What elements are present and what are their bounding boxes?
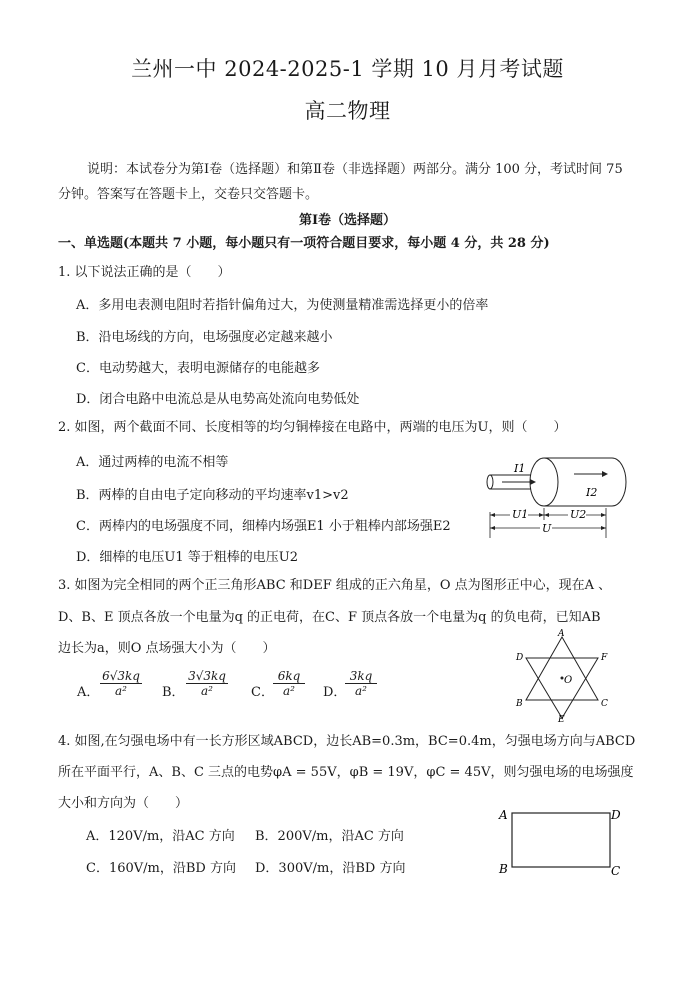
q1-stem: 1. 以下说法正确的是（ ）	[58, 265, 231, 280]
q4-option-d[interactable]: D．300V/m，沿BD 方向	[255, 861, 406, 876]
q2-fig-i1: I1	[514, 462, 526, 475]
q4-fig-d: D	[611, 808, 621, 822]
q3-option-a-den: a²	[115, 684, 127, 698]
q3-line-3: 边长为a，则O 点场强大小为（ ）	[58, 641, 276, 656]
q3-option-b-label[interactable]: B．	[162, 685, 185, 700]
q4-option-a[interactable]: A．120V/m，沿AC 方向	[86, 829, 235, 844]
instructions-line-2: 分钟。答案写在答题卡上，交卷只交答题卡。	[58, 187, 319, 202]
q3-fig-a: A	[558, 629, 565, 639]
q4-line-2: 所在平面平行，A、B、C 三点的电势φA = 55V，φB = 19V，φC = 45V，则匀强电场的电场强度	[58, 765, 634, 780]
q3-option-b-num: 3√3kq	[186, 669, 228, 684]
q1-option-c[interactable]: C．电动势越大，表明电源储存的电能越多	[76, 361, 320, 376]
q3-option-b-den: a²	[201, 684, 213, 698]
q3-option-c-fraction[interactable]	[273, 669, 305, 698]
q3-option-a-fraction[interactable]	[100, 669, 142, 698]
q1-option-b[interactable]: B．沿电场线的方向，电场强度必定越来越小	[76, 330, 333, 345]
q2-option-d[interactable]: D．细棒的电压U1 等于粗棒的电压U2	[76, 550, 299, 565]
q2-option-b[interactable]: B．两棒的自由电子定向移动的平均速率v1>v2	[76, 488, 349, 503]
q4-fig-b: B	[499, 862, 508, 876]
instructions-line-1: 说明：本试卷分为第Ⅰ卷（选择题）和第Ⅱ卷（非选择题）两部分。满分 100 分，考试时间 75	[87, 162, 623, 177]
q3-hexagram-figure	[512, 628, 612, 722]
q3-option-d-fraction[interactable]	[345, 669, 377, 698]
q3-fig-d: D	[516, 653, 524, 663]
q3-option-a-num: 6√3kq	[100, 669, 142, 684]
q4-fig-c: C	[611, 864, 621, 878]
q3-line-2: D、B、E 顶点各放一个电量为q 的正电荷，在C、F 顶点各放一个电量为q 的负电荷，已知AB	[58, 610, 601, 625]
q3-option-c-label[interactable]: C．	[251, 685, 274, 700]
exam-subject: 高二物理	[304, 99, 391, 123]
q2-fig-i2: I2	[586, 486, 598, 499]
q4-rectangle-figure	[497, 805, 627, 879]
q2-option-a[interactable]: A．通过两棒的电流不相等	[76, 455, 229, 470]
q2-option-c[interactable]: C．两棒内的电场强度不同，细棒内场强E1 小于粗棒内部场强E2	[76, 519, 451, 534]
exam-title: 兰州一中 2024-2025-1 学期 10 月月考试题	[131, 57, 564, 81]
q3-fig-f: F	[601, 653, 608, 663]
q1-option-d[interactable]: D．闭合电路中电流总是从电势高处流向电势低处	[76, 392, 360, 407]
q2-fig-u2: U2	[570, 508, 587, 521]
q2-stem: 2. 如图，两个截面不同、长度相等的均匀铜棒接在电路中，两端的电压为U，则（ ）	[58, 420, 567, 435]
q3-option-d-num: 3kq	[345, 669, 377, 684]
q4-fig-a: A	[499, 808, 508, 822]
q2-rods-figure	[482, 452, 632, 540]
q2-fig-u1: U1	[512, 508, 529, 521]
q3-option-a-label[interactable]: A．	[77, 685, 100, 700]
section-title: 第Ⅰ卷（选择题）	[298, 213, 397, 228]
q4-option-b[interactable]: B．200V/m，沿AC 方向	[255, 829, 404, 844]
q1-option-a[interactable]: A．多用电表测电阻时若指针偏角过大，为使测量精准需选择更小的倍率	[76, 298, 489, 313]
q3-fig-o: O	[564, 675, 573, 686]
q3-option-d-den: a²	[355, 684, 367, 698]
q3-option-c-den: a²	[283, 684, 295, 698]
q3-option-b-fraction[interactable]	[186, 669, 228, 698]
q4-option-c[interactable]: C．160V/m，沿BD 方向	[86, 861, 236, 876]
q3-fig-b: B	[516, 699, 523, 709]
q4-line-3: 大小和方向为（ ）	[58, 796, 189, 811]
q2-fig-u: U	[542, 522, 552, 535]
q3-fig-c: C	[601, 699, 608, 709]
q3-option-c-num: 6kq	[273, 669, 305, 684]
q3-fig-e: E	[558, 715, 565, 722]
q4-line-1: 4. 如图,在匀强电场中有一长方形区域ABCD，边长AB=0.3m，BC=0.4m，匀强电场方向与ABCD	[58, 734, 636, 749]
q3-option-d-label[interactable]: D．	[323, 685, 347, 700]
q3-line-1: 3. 如图为完全相同的两个正三角形ABC 和DEF 组成的正六角星，O 点为图形正中心，现在A 、	[58, 578, 612, 593]
section-heading: 一、单选题(本题共 7 小题，每小题只有一项符合题目要求，每小题 4 分，共 28 分)	[58, 236, 550, 251]
